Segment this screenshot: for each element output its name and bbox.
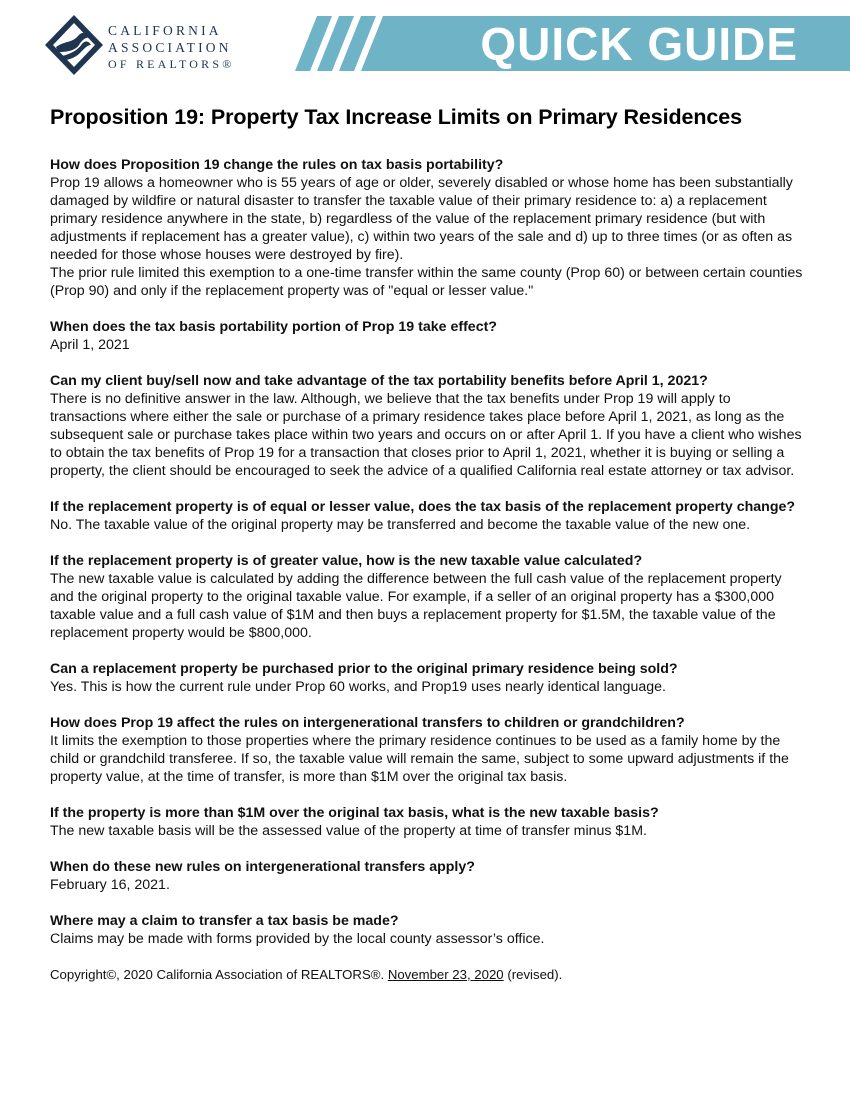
qa-item xyxy=(50,804,805,840)
answer: February 16, 2021. xyxy=(50,877,170,893)
question: If the replacement property is of equal or lesser value, does the tax basis of the replacement property change? xyxy=(50,499,796,515)
org-name-line2: ASSOCIATION xyxy=(108,40,232,55)
question: How does Proposition 19 change the rules on tax basis portability? xyxy=(50,157,504,173)
revision-date: November 23, 2020 xyxy=(387,967,504,982)
org-name xyxy=(108,22,235,73)
qa-item xyxy=(50,372,805,480)
page-title: Proposition 19: Property Tax Increase Limits on Primary Residences xyxy=(50,105,742,129)
qa-item xyxy=(50,498,805,534)
question: Where may a claim to transfer a tax basis be made? xyxy=(50,913,399,929)
question: Can a replacement property be purchased prior to the original primary residence being sold? xyxy=(50,661,678,677)
document-body xyxy=(50,100,805,984)
question: Can my client buy/sell now and take advantage of the tax portability benefits before April 1, 2021? xyxy=(50,373,708,389)
answer: There is no definitive answer in the law. Although, we believe that the tax benefits under Prop 19 will apply to transactions where either the sale or purchase of a primary residence takes place before April 1, 2021, as long as the subsequent sale or purchase takes place within two years and occurs on or after April 1. If you have a client who wishes to obtain the tax benefits of Prop 19 for a transaction that closes prior to April 1, 2021, whether it is buying or selling a property, the client should be encouraged to seek the advice of a qualified California real estate attorney or tax advisor. xyxy=(50,391,802,479)
answer: Prop 19 allows a homeowner who is 55 years of age or older, severely disabled or whose home has been substantially damaged by wildfire or natural disaster to transfer the taxable value of their primary residence to: a) a replacement primary residence anywhere in the state, b) regardless of the value of the replacement primary residence (but with adjustments if replacement has a greater value), c) within two years of the sale and d) up to three times (or as often as needed for those whose houses were destroyed by fire). xyxy=(50,175,793,263)
answer: The new taxable basis will be the assessed value of the property at time of transfer minus $1M. xyxy=(50,823,647,839)
org-name-line3: OF REALTORS® xyxy=(108,57,235,71)
qa-item xyxy=(50,156,805,300)
question: When does the tax basis portability portion of Prop 19 take effect? xyxy=(50,319,497,335)
qa-item xyxy=(50,660,805,696)
org-name-line1: CALIFORNIA xyxy=(108,23,222,38)
qa-item xyxy=(50,552,805,642)
answer: Claims may be made with forms provided by the local county assessor’s office. xyxy=(50,931,545,947)
qa-item xyxy=(50,318,805,354)
header xyxy=(0,0,850,90)
copyright-text: Copyright©, 2020 California Association of REALTORS®. xyxy=(50,967,385,982)
question: How does Prop 19 affect the rules on intergenerational transfers to children or grandchildren? xyxy=(50,715,685,731)
answer: It limits the exemption to those properties where the primary residence continues to be used as a family home by the child or grandchild transferee. If so, the taxable value will remain the same, subject to some upward adjustments if the property value, at the time of transfer, is more than $1M over the original tax basis. xyxy=(50,733,789,785)
answer: The new taxable value is calculated by adding the difference between the full cash value of the replacement property and the original property to the original taxable value. For example, if a seller of an original property has a $300,000 taxable value and a full cash value of $1M and then buys a replacement property for $1.5M, the taxable value of the replacement property would be $800,000. xyxy=(50,571,782,641)
qa-item xyxy=(50,858,805,894)
qa-item xyxy=(50,714,805,786)
question: If the property is more than $1M over the original tax basis, what is the new taxable basis? xyxy=(50,805,659,821)
answer: No. The taxable value of the original property may be transferred and become the taxable value of the new one. xyxy=(50,517,751,533)
revision-suffix: (revised). xyxy=(507,967,563,982)
copyright-notice xyxy=(50,966,805,984)
answer: April 1, 2021 xyxy=(50,337,130,353)
car-logo-icon xyxy=(44,14,104,76)
question: If the replacement property is of greater value, how is the new taxable value calculated? xyxy=(50,553,643,569)
answer: The prior rule limited this exemption to a one-time transfer within the same county (Prop 60) or between certain counties (Prop 90) and only if the replacement property was of "equal or lesser value." xyxy=(50,265,803,299)
answer: Yes. This is how the current rule under Prop 60 works, and Prop19 uses nearly identical language. xyxy=(50,679,666,695)
qa-item xyxy=(50,912,805,948)
banner-title: QUICK GUIDE xyxy=(480,18,798,70)
question: When do these new rules on intergenerational transfers apply? xyxy=(50,859,475,875)
